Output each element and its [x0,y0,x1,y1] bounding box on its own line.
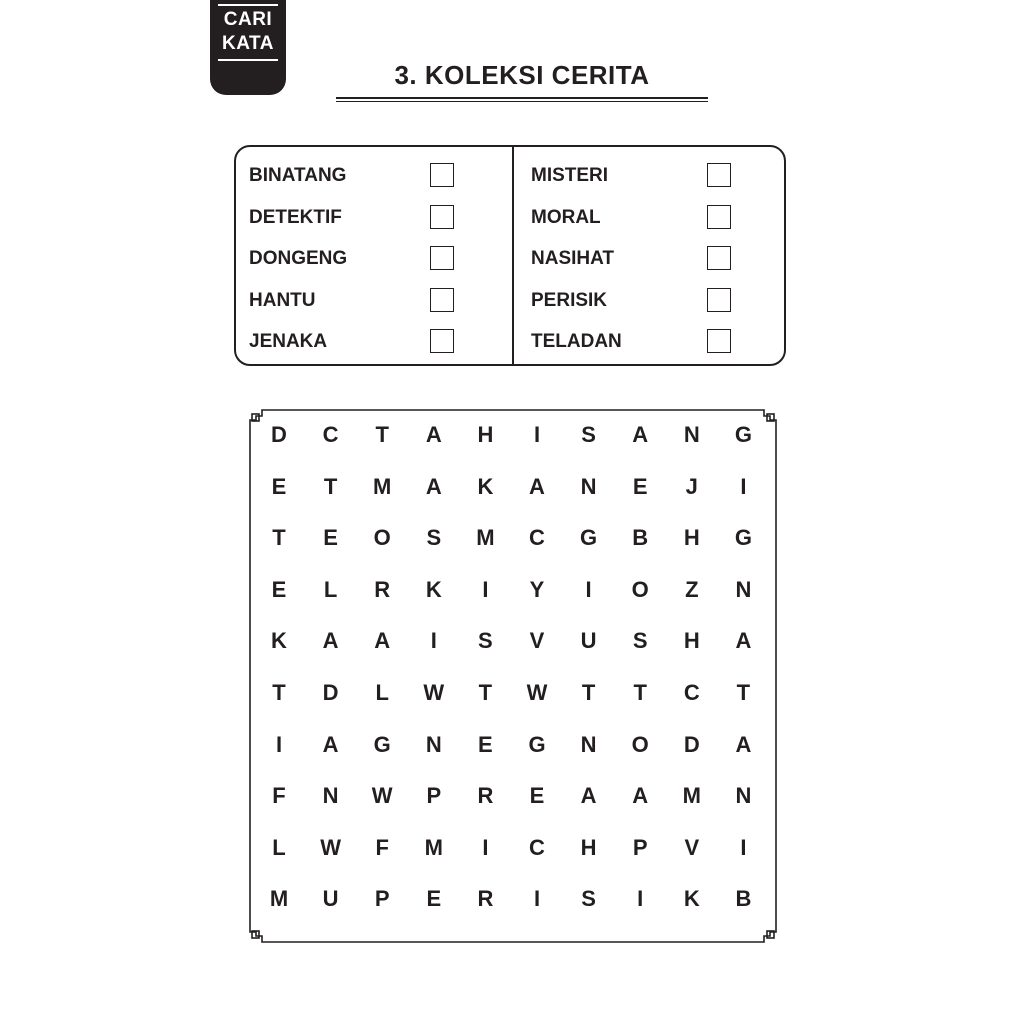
grid-letter[interactable]: A [735,628,752,654]
grid-letter[interactable]: H [580,834,597,860]
grid-letter[interactable]: U [322,886,339,912]
grid-letter[interactable]: A [374,628,391,654]
word-label: PERISIK [531,290,608,311]
grid-letter[interactable]: S [581,886,596,912]
grid-letter[interactable]: Y [529,576,545,602]
grid-letter[interactable]: M [269,886,289,912]
word-item [514,285,786,315]
grid-letter[interactable]: K [683,886,700,912]
grid-letter[interactable]: B [632,525,649,551]
word-label: DETEKTIF [249,207,342,228]
word-checkbox[interactable] [707,246,731,270]
word-label: TELADAN [531,331,622,352]
word-checkbox[interactable] [430,163,454,187]
grid-letter[interactable]: N [580,473,597,499]
word-label: DONGENG [249,248,348,269]
grid-letter[interactable]: O [373,525,391,551]
grid-letter[interactable]: W [371,783,393,809]
grid-letter[interactable]: C [322,422,339,447]
word-checkbox[interactable] [707,163,731,187]
grid-letter[interactable]: A [580,783,597,809]
grid-letter[interactable]: T [581,680,596,705]
grid-letter[interactable]: P [632,834,648,860]
grid-letter[interactable]: E [271,473,287,499]
grid-letter[interactable]: K [477,473,494,499]
grid-letter[interactable]: U [580,628,597,654]
grid-letter[interactable]: E [478,731,493,757]
grid-letter[interactable]: A [425,473,442,499]
grid-letter[interactable]: V [684,834,700,860]
word-label: MISTERI [531,165,609,186]
grid-letter[interactable]: C [529,525,545,551]
grid-letter[interactable]: S [426,525,442,551]
grid-letter[interactable]: G [528,731,546,757]
grid-letter[interactable]: A [322,731,339,757]
grid-letter[interactable]: H [477,422,494,447]
grid-letter[interactable]: V [529,628,545,654]
grid-letter[interactable]: I [482,834,489,860]
grid-letter[interactable]: W [423,680,445,705]
grid-letter[interactable]: S [632,628,648,654]
grid-letter[interactable]: A [632,783,649,809]
grid-letter[interactable]: R [374,576,391,602]
grid-letter[interactable]: E [271,576,287,602]
word-checkbox[interactable] [430,329,454,353]
word-checkbox[interactable] [707,205,731,229]
grid-letter[interactable]: N [580,731,597,757]
word-checkbox[interactable] [430,246,454,270]
grid-letter[interactable]: R [477,783,494,809]
grid-letter[interactable]: C [683,680,700,705]
word-item [514,160,786,190]
category-tab [210,0,286,95]
grid-letter[interactable]: N [425,731,442,757]
grid-letter[interactable]: Z [685,576,699,602]
grid-letter[interactable]: D [271,422,287,447]
grid-letter[interactable]: I [533,422,541,447]
word-list-box [234,145,786,366]
grid-letter[interactable]: E [323,525,338,551]
grid-letter[interactable]: T [375,422,389,447]
word-item [514,326,786,356]
word-item [236,202,512,232]
grid-letter[interactable]: D [683,731,700,757]
word-item [514,202,786,232]
word-item [236,243,512,273]
word-item [236,326,512,356]
grid-letter[interactable]: N [735,576,752,602]
grid-letter[interactable]: I [740,834,747,860]
grid-letter[interactable]: I [740,473,747,499]
grid-letter[interactable]: J [685,473,698,499]
grid-letter[interactable]: O [631,731,649,757]
grid-letter[interactable]: F [272,783,286,809]
page-title: 3. KOLEKSI CERITA [394,60,650,90]
title-underline [336,97,708,99]
grid-letter[interactable]: D [322,680,339,705]
word-checkbox[interactable] [430,288,454,312]
grid-letter[interactable]: M [476,525,495,551]
grid-letter[interactable]: B [735,886,752,912]
grid-letter[interactable]: F [375,834,389,860]
grid-letter[interactable]: G [580,525,598,551]
grid-letter[interactable]: W [526,680,548,705]
grid-letter[interactable]: G [734,422,752,447]
grid-letter[interactable]: L [272,834,286,860]
grid-letter[interactable]: T [478,680,493,705]
grid-letter[interactable]: N [322,783,339,809]
grid-letter[interactable]: E [426,886,442,912]
tab-label-line1: CARI [223,9,273,30]
grid-letter[interactable]: O [631,576,649,602]
word-label: JENAKA [249,331,328,352]
title-underline-thin [336,101,708,102]
grid-letter[interactable]: S [581,422,596,447]
grid-letter[interactable]: R [477,886,494,912]
grid-letter[interactable]: E [632,473,648,499]
grid-letter[interactable]: A [529,473,545,499]
grid-letter[interactable]: H [683,628,700,654]
word-checkbox[interactable] [707,329,731,353]
grid-letter[interactable]: T [736,680,751,705]
grid-letter[interactable]: I [482,576,489,602]
grid-letter[interactable]: A [322,628,339,654]
grid-letter[interactable]: M [373,473,392,499]
grid-letter[interactable]: I [533,886,541,912]
grid-letter[interactable]: P [374,886,390,912]
word-checkbox[interactable] [430,205,454,229]
tab-top-rule [218,4,278,6]
grid-letter[interactable]: K [425,576,442,602]
grid-letter[interactable]: G [373,731,391,757]
word-checkbox[interactable] [707,288,731,312]
grid-letter[interactable]: W [320,834,341,860]
word-item [236,285,512,315]
grid-letter[interactable]: T [323,473,338,499]
grid-letter[interactable]: S [478,628,493,654]
grid-letter[interactable]: I [430,628,437,654]
word-label: BINATANG [249,165,347,186]
grid-letter[interactable]: T [272,525,286,551]
word-label: NASIHAT [531,248,615,269]
grid-letter[interactable]: G [734,525,752,551]
grid-letter[interactable]: I [637,886,644,912]
grid-letter[interactable]: N [683,422,700,447]
word-item [514,243,786,273]
grid-letter[interactable]: T [633,680,647,705]
grid-letter[interactable]: A [735,731,752,757]
grid-letter[interactable]: K [271,628,287,654]
grid-letter[interactable]: P [426,783,442,809]
grid-letter[interactable]: A [632,422,649,447]
grid-letter[interactable]: A [425,422,442,447]
grid-letter[interactable]: L [375,680,389,705]
grid-letter[interactable]: L [323,576,338,602]
word-search-grid [240,404,786,948]
grid-letter[interactable]: H [683,525,700,551]
tab-bottom-rule [218,59,278,61]
word-item [236,160,512,190]
grid-letter[interactable]: M [682,783,701,809]
grid-letter[interactable]: T [272,680,286,705]
grid-letter[interactable]: C [529,834,545,860]
grid-letter[interactable]: M [424,834,443,860]
tab-label-line2: KATA [222,33,274,54]
grid-letter[interactable]: I [585,576,592,602]
grid-letter[interactable]: I [275,731,283,757]
word-label: HANTU [249,290,316,311]
grid-letter[interactable]: E [529,783,545,809]
grid-letter[interactable]: N [735,783,752,809]
word-label: MORAL [531,207,601,228]
